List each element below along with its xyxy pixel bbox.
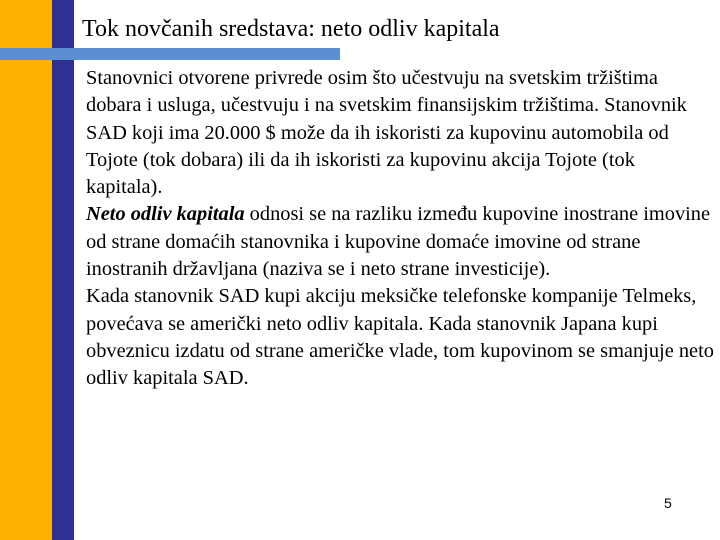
decorative-stripe-yellow [0,0,52,540]
page-number: 5 [664,495,672,511]
body-paragraph-2-text: odnosi se na razliku između kupovine inostrane imovine od strane domaćih stanovnika i kupovine domaće imovine od strane inostranih državljana (naziva se i neto strane investicije). [86,203,711,281]
body-paragraph-1: Stanovnici otvorene privrede osim što učestvuju na svetskim tržištima dobara i usluga, učestvuju i na svetskim finansijskim tržištima. Stanovnik SAD koji ima 20.000 $ može da ih iskoristi za kupovinu automobila od Tojote (tok dobara) ili da ih iskoristi za kupovinu akcija Tojote (tok kapitala). [86,67,687,199]
body-paragraph-2 [86,201,714,283]
decorative-stripe-blue [52,0,74,540]
slide-title: Tok novčanih sredstava: neto odliv kapitala [82,16,500,42]
body-paragraph-3: Kada stanovnik SAD kupi akciju meksičke telefonske kompanije Telmeks, povećava se američki neto odliv kapitala. Kada stanovnik Japana kupi obveznicu izdatu od strane američke vlade, tom kupovinom se smanjuje neto odliv kapitala SAD. [86,285,714,390]
slide-body [86,65,714,393]
title-underline-band [0,48,340,60]
highlighted-term: Neto odliv kapitala [86,203,245,226]
